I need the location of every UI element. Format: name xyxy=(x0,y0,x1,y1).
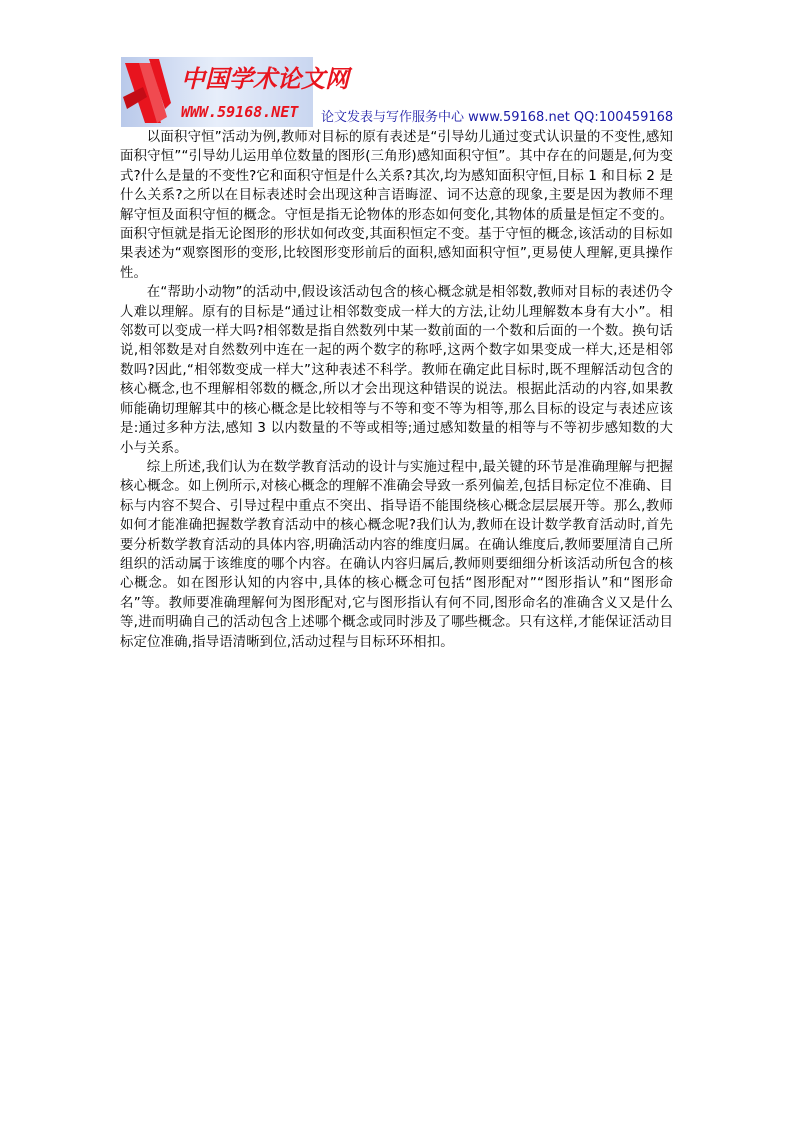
logo-title-text: 中国学术论文网 xyxy=(181,64,349,93)
paragraph: 综上所述,我们认为在数学教育活动的设计与实施过程中,最关键的环节是准确理解与把握核心概念。如上例所示,对核心概念的理解不准确会导致一系列偏差,包括目标定位不准确、目标与内容不契合、引导过程中重点不突出、指导语不能围绕核心概念层层展开等。那么,教师如何才能准确把握数学教育活动中的核心概念呢?我们认为,教师在设计数学教育活动时,首先要分析数学教育活动的具体内容,明确活动内容的维度归属。在确认维度后,教师要厘清自己所组织的活动属于该维度的哪个内容。在确认内容归属后,教师则要细细分析该活动所包含的核心概念。如在图形认知的内容中,具体的核心概念可包括“图形配对”“图形指认”和“图形命名”等。教师要准确理解何为图形配对,它与图形指认有何不同,图形命名的准确含义又是什么等,进而明确自己的活动包含上述哪个概念或同时涉及了哪些概念。只有这样,才能保证活动目标定位准确,指导语清晰到位,活动过程与目标环环相扣。 xyxy=(120,459,673,650)
logo-graphic xyxy=(121,57,349,127)
site-logo xyxy=(121,57,349,127)
logo-url-text: WWW.59168.NET xyxy=(181,103,299,121)
paragraph: 以面积守恒”活动为例,教师对目标的原有表述是“引导幼儿通过变式认识量的不变性,感知面积守恒”“引导幼儿运用单位数量的图形(三角形)感知面积守恒”。其中存在的问题是,何为变式?什么是量的不变性?它和面积守恒是什么关系?其次,均为感知面积守恒,目标 1 和目标 2 是什么关系?之所以在目标表述时会出现这种言语晦涩、词不达意的现象,主要是因为教师不理解守恒及面积守恒的概念。守恒是指无论物体的形态如何变化,其物体的质量是恒定不变的。面积守恒就是指无论图形的形状如何改变,其面积恒定不变。基于守恒的概念,该活动的目标如果表述为“观察图形的变形,比较图形变形前后的面积,感知面积守恒”,更易使人理解,更具操作性。 xyxy=(120,130,674,281)
article-body xyxy=(120,128,673,652)
paragraph: 在“帮助小动物”的活动中,假设该活动包含的核心概念就是相邻数,教师对目标的表述仍令人难以理解。原有的目标是“通过让相邻数变成一样大的方法,让幼儿理解数本身有大小”。相邻数可以变成一样大吗?相邻数是指自然数列中某一数前面的一个数和后面的一个数。换句话说,相邻数是对自然数列中连在一起的两个数字的称呼,这两个数字如果变成一样大,还是相邻数吗?因此,“相邻数变成一样大”这种表述不科学。教师在确定此目标时,既不理解活动包含的核心概念,也不理解相邻数的概念,所以才会出现这种错误的说法。根据此活动的内容,如果教师能确切理解其中的核心概念是比较相等与不等和变不等为相等,那么目标的设定与表述应该是:通过多种方法,感知 3 以内数量的不等或相等;通过感知数量的相等与不等初步感知数的大小与关系。 xyxy=(120,285,673,456)
header-service-line: 论文发表与写作服务中心 www.59168.net QQ:100459168 xyxy=(321,110,674,125)
